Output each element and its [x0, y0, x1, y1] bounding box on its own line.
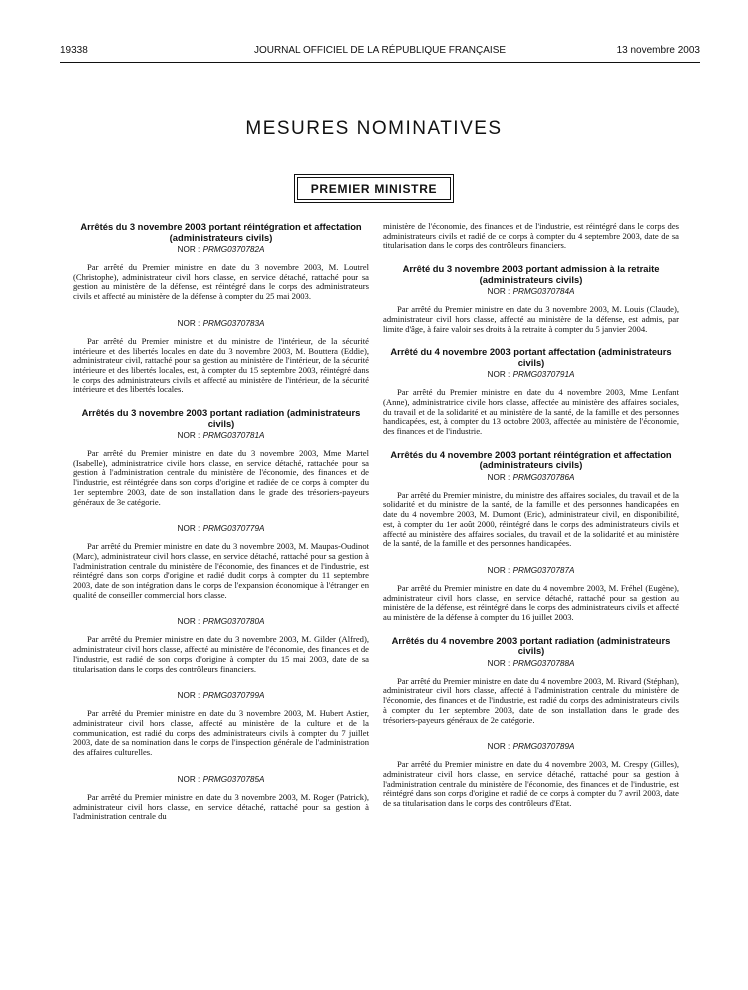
nor-reference: NOR : PRMG0370782A [177, 245, 265, 254]
decree-title: Arrêtés du 3 novembre 2003 portant radiation (administrateurs civils) [81, 407, 361, 429]
nor-reference: NOR : PRMG0370781A [177, 431, 265, 441]
nor-reference: NOR : PRMG0370788A [487, 658, 575, 668]
nor-reference: NOR : PRMG0370783A [177, 318, 265, 328]
column-right [383, 222, 679, 809]
nor-reference: NOR : PRMG0370780A [177, 617, 265, 627]
decree-text: Par arrêté du Premier ministre, du ministre des affaires sociales, du travail et de la solidarité et du ministre de la santé, de la famille et des personnes handicapées en date du 4 novembre 2003, M. Dumont (Eric), administrateur civil, en disponibilité, est, à compter du 1er août 2000, réintégré dans le corps des administrateurs civils et affecté au ministère des affaires sociales, du travail et de la solidarité et au ministère de la santé, de la famille et des personnes handicapées. [383, 489, 679, 549]
header-rule [60, 62, 700, 63]
nor-reference: NOR : PRMG0370791A [487, 370, 575, 380]
decree-title: Arrêté du 4 novembre 2003 portant affectation (administrateurs civils) [390, 346, 672, 368]
section-title: MESURES NOMINATIVES [245, 118, 503, 139]
ministry-title: PREMIER MINISTRE [297, 177, 452, 200]
decree-text-continued: ministère de l'économie, des finances et de l'industrie, est réintégré dans le corps des administrateurs civils et radié de ce corps à compter du 4 septembre 2003, date de sa titularisation dans le corps des contrôleurs financiers. [383, 221, 679, 251]
nor-reference: NOR : PRMG0370799A [177, 691, 265, 701]
decree-title: Arrêtés du 4 novembre 2003 portant réintégration et affectation (administrateurs civils) [390, 448, 672, 471]
nor-reference: NOR : PRMG0370785A [177, 774, 265, 784]
decree-text: Par arrêté du Premier ministre en date du 3 novembre 2003, Mme Martel (Isabelle), administratrice civile hors classe, en service détaché, rattachée pour sa gestion à l'administration centrale du ministère de l'économie, des finances et de l'industrie, est réintégrée dans son corps d'origine et radiée de ce corps à compter du 1er septembre 2003, date de son installation dans le grade des trésoriers-payeurs généraux de 3e catégorie. [73, 448, 369, 507]
decree-text: Par arrêté du Premier ministre en date du 4 novembre 2003, M. Crespy (Gilles), administrateur civil hors classe, en service détaché, rattaché pour sa gestion à l'administration centrale du ministère de l'économie, des finances et de l'industrie, est réintégré dans son corps d'origine et radié de ce corps à compter du 7 avril 2003, date de sa titularisation dans le corps des contrôleurs d'Etat. [383, 759, 679, 809]
ministry-box [0, 174, 748, 203]
decree-text: Par arrêté du Premier ministre en date du 3 novembre 2003, M. Maupas-Oudinot (Marc), administrateur civil hors classe, en service détaché, rattaché pour sa gestion à l'administration centrale du ministère de l'économie, des finances et de l'industrie, est réintégré dans son corps d'origine et radié dudit corps à compter du 11 septembre 2003, date de son intégration dans le corps de l'expansion économique à l'étranger en qualité de conseiller commercial hors classe. [73, 541, 369, 600]
decree-title: Arrêtés du 3 novembre 2003 portant réintégration et affectation (administrateurs civils) [80, 221, 362, 243]
decree-title: Arrêté du 3 novembre 2003 portant admission à la retraite (administrateurs civils) [402, 263, 660, 285]
page-header [60, 45, 700, 59]
nor-reference: NOR : PRMG0370787A [487, 565, 575, 575]
decree-text: Par arrêté du Premier ministre en date du 3 novembre 2003, M. Hubert Astier, administrateur civil hors classe, affecté au ministère de la culture et de la communication, est radié du corps des administrateurs civils à compter du 7 juillet 2003, date de sa nomination dans le corps de l'inspection générale de l'administration des affaires culturelles. [73, 708, 369, 758]
column-left [73, 222, 369, 822]
decree-text: Par arrêté du Premier ministre en date du 4 novembre 2003, M. Fréhel (Eugène), administrateur civil hors classe, en service détaché, rattaché pour sa gestion au ministère de la défense, est réintégré dans le corps des administrateurs civils et affecté au ministère de la défense à compter du 16 juillet 2003. [383, 582, 679, 623]
page-number: 19338 [60, 45, 88, 56]
journal-title: JOURNAL OFFICIEL DE LA RÉPUBLIQUE FRANÇAISE [253, 45, 507, 56]
decree-text: Par arrêté du Premier ministre en date du 3 novembre 2003, M. Roger (Patrick), administrateur civil hors classe, en service détaché, rattaché pour sa gestion à l'administration centrale du [73, 791, 369, 822]
nor-reference: NOR : PRMG0370784A [487, 287, 575, 297]
decree-title: Arrêtés du 4 novembre 2003 portant radiation (administrateurs civils) [391, 634, 671, 657]
decree-text: Par arrêté du Premier ministre en date du 3 novembre 2003, M. Louis (Claude), administrateur civil hors classe, affecté au ministère de la défense, est admis, par limite d'âge, à faire valoir ses droits à la retraite à compter du 5 janvier 2004. [383, 304, 679, 334]
decree-text: Par arrêté du Premier ministre en date du 4 novembre 2003, Mme Lenfant (Anne), administratrice civile hors classe, affectée au ministère des affaires sociales, du travail et de la solidarité et au ministère de la santé, de la famille et des personnes handicapées, est, à compter du 13 octobre 2003, affectée au ministère de l'économie, des finances et de l'industrie. [383, 387, 679, 437]
nor-reference: NOR : PRMG0370779A [177, 524, 265, 534]
decree-text: Par arrêté du Premier ministre en date du 3 novembre 2003, M. Gilder (Alfred), administrateur civil hors classe, affecté au ministère de l'économie, des finances et de l'industrie, est radié de son corps d'origine à compter du 15 mai 2003, date de sa titularisation dans le corps des contrôleurs financiers. [73, 634, 369, 674]
decree-text: Par arrêté du Premier ministre en date du 4 novembre 2003, M. Rivard (Stéphan), administrateur civil hors classe, affecté à l'administration centrale du ministère de l'économie, des finances et de l'industrie, est radié du corps des administrateurs civils à compter du 1er septembre 2003, date de son installation dans le grade des trésoriers-payeurs généraux de 2e catégorie. [383, 675, 679, 725]
decree-text: Par arrêté du Premier ministre et du ministre de l'intérieur, de la sécurité intérieure et des libertés locales en date du 3 novembre 2003, M. Bouttera (Eddie), administrateur civil, rattaché pour sa gestion au ministère de l'intérieur, de la sécurité intérieure et des libertés locales, est, à compter du 15 septembre 2003, réintégré dans le corps des administrateurs civils et affecté au ministère de l'intérieur, de la sécurité intérieure et des libertés locales. [73, 335, 369, 395]
nor-reference: NOR : PRMG0370786A [487, 472, 575, 482]
publication-date: 13 novembre 2003 [616, 45, 700, 56]
decree-text: Par arrêté du Premier ministre en date du 3 novembre 2003, M. Loutrel (Christophe), administrateur civil hors classe, en service détaché, rattaché pour sa gestion au ministère de la défense, est réintégré dans le corps des administrateurs civils et affecté au ministère de la défense à compter du 25 mai 2003. [73, 262, 369, 302]
nor-reference: NOR : PRMG0370789A [487, 742, 575, 752]
